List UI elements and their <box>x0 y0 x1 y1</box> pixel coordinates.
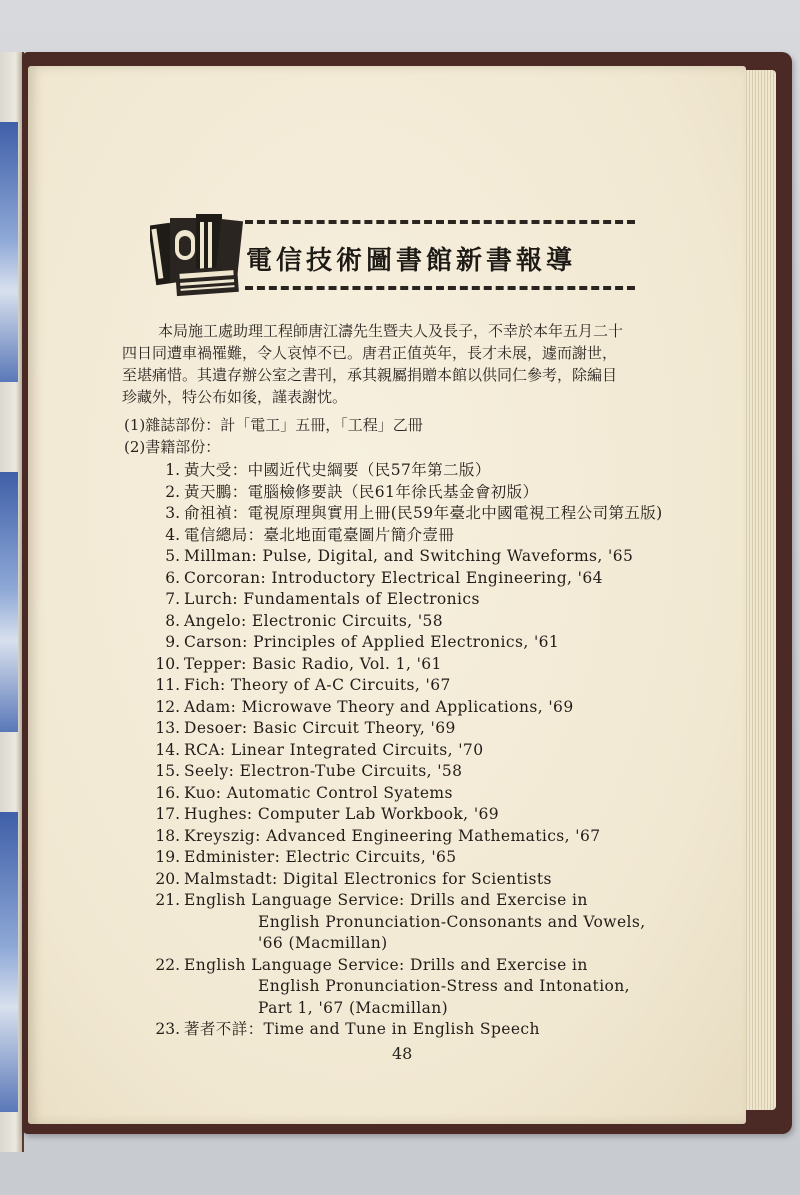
list-item-text: Lurch: Fundamentals of Electronics <box>184 590 480 608</box>
list-item <box>142 826 702 848</box>
list-item-text: Kreyszig: Advanced Engineering Mathematics, '67 <box>184 826 601 845</box>
list-item-text: 電信總局：臺北地面電臺圖片簡介壹冊 <box>184 525 455 544</box>
list-item <box>142 654 702 676</box>
list-item-number: 19. <box>155 848 180 866</box>
list-item <box>142 761 702 783</box>
list-item-number: 17. <box>155 805 180 823</box>
list-item <box>142 503 702 525</box>
books-heading: (2)書籍部份： <box>124 438 221 456</box>
section-header <box>150 210 650 310</box>
list-item-text: Edminister: Electric Circuits, '65 <box>184 848 457 866</box>
list-item <box>142 955 702 1020</box>
list-item-text: Seely: Electron-Tube Circuits, '58 <box>184 762 463 780</box>
intro-line: 四日同遭車禍罹難，令人哀悼不已。唐君正值英年，長才未展，遽而謝世， <box>122 344 618 362</box>
list-item-text: 俞祖禎：電視原理與實用上冊(民59年臺北中國電視工程公司第五版) <box>184 504 663 522</box>
list-item <box>142 546 702 568</box>
list-item <box>142 525 702 547</box>
list-item-number: 16. <box>155 783 180 802</box>
photo-fragment <box>0 122 18 382</box>
list-item <box>142 869 702 891</box>
list-item-text: RCA: Linear Integrated Circuits, '70 <box>184 740 484 759</box>
list-item <box>142 804 702 826</box>
list-item-number: 23. <box>155 1020 180 1038</box>
list-item-number: 13. <box>155 719 180 737</box>
list-item-text: English Language Service: Drills and Exercise in <box>184 955 588 974</box>
list-item-continuation: English Pronunciation-Stress and Intonation, <box>258 977 630 995</box>
list-item-number: 7. <box>165 590 180 608</box>
list-item-text: Millman: Pulse, Digital, and Switching Waveforms, '65 <box>184 547 634 565</box>
list-item <box>142 568 702 590</box>
list-item-number: 21. <box>155 891 180 909</box>
list-item-number: 10. <box>155 654 180 673</box>
list-item-text: Corcoran: Introductory Electrical Engineering, '64 <box>184 568 603 587</box>
list-item <box>142 740 702 762</box>
header-rule-bottom <box>245 286 635 290</box>
page-title: 電信技術圖書館新書報導 <box>246 246 577 276</box>
list-item <box>142 589 702 611</box>
list-item <box>142 783 702 805</box>
list-item-number: 22. <box>155 955 180 974</box>
list-item-number: 15. <box>155 762 180 780</box>
list-item-number: 20. <box>155 869 180 888</box>
header-rule-top <box>245 220 635 224</box>
intro-paragraph <box>122 320 662 408</box>
list-item-text: 黃大受：中國近代史綱要（民57年第二版） <box>184 461 491 479</box>
list-item-text: Tepper: Basic Radio, Vol. 1, '61 <box>184 654 442 673</box>
list-item <box>142 675 702 697</box>
previous-page-edge <box>0 52 24 1152</box>
list-item-number: 8. <box>165 611 180 630</box>
list-item <box>142 847 702 869</box>
list-item-number: 4. <box>165 525 180 544</box>
intro-line: 珍藏外，特公布如後，謹表謝忱。 <box>122 388 348 406</box>
list-item-text: Kuo: Automatic Control Syatems <box>184 783 453 802</box>
list-item-number: 1. <box>165 461 180 479</box>
list-item <box>142 460 702 482</box>
list-item <box>142 718 702 740</box>
list-item-text: 著者不詳：Time and Tune in English Speech <box>184 1020 540 1038</box>
list-item <box>142 1019 702 1041</box>
intro-line: 至堪痛惜。其遺存辦公室之書刊，承其親屬捐贈本館以供同仁參考，除編目 <box>122 366 618 384</box>
photo-fragment <box>0 472 18 732</box>
list-item-text: 黃天鵬：電腦檢修要訣（民61年徐氏基金會初版） <box>184 482 539 501</box>
magazines-heading: (1)雜誌部份：計「電工」五冊，「工程」乙冊 <box>124 416 423 434</box>
list-item <box>142 697 702 719</box>
list-item-number: 3. <box>165 504 180 522</box>
books-icon <box>150 210 246 306</box>
list-item-text: Carson: Principles of Applied Electronics, '61 <box>184 633 560 651</box>
list-item-text: Desoer: Basic Circuit Theory, '69 <box>184 719 456 737</box>
list-item-continuation: Part 1, '67 (Macmillan) <box>258 998 449 1017</box>
list-item-text: Fich: Theory of A-C Circuits, '67 <box>184 676 451 694</box>
list-item-continuation: '66 (Macmillan) <box>258 934 388 952</box>
list-item <box>142 611 702 633</box>
list-item <box>142 632 702 654</box>
list-item-number: 5. <box>165 547 180 565</box>
list-item-number: 6. <box>165 568 180 587</box>
list-item <box>142 482 702 504</box>
list-item-number: 14. <box>155 740 180 759</box>
page-number: 48 <box>392 1044 413 1063</box>
list-item-number: 9. <box>165 633 180 651</box>
list-item-text: Adam: Microwave Theory and Applications, '69 <box>184 697 574 716</box>
list-item-text: Malmstadt: Digital Electronics for Scientists <box>184 869 552 888</box>
intro-line: 本局施工處助理工程師唐江濤先生暨夫人及長子，不幸於本年五月二十 <box>158 322 624 340</box>
list-item-number: 11. <box>155 676 180 694</box>
list-item-number: 18. <box>155 826 180 845</box>
list-item-text: Hughes: Computer Lab Workbook, '69 <box>184 805 500 823</box>
book-list <box>142 460 702 1041</box>
list-item-text: English Language Service: Drills and Exercise in <box>184 891 588 909</box>
list-item-number: 12. <box>155 697 180 716</box>
list-item-continuation: English Pronunciation-Consonants and Vowels, <box>258 912 646 931</box>
list-item <box>142 890 702 955</box>
list-item-number: 2. <box>165 482 180 501</box>
photo-fragment <box>0 812 18 1112</box>
list-item-text: Angelo: Electronic Circuits, '58 <box>184 611 444 630</box>
